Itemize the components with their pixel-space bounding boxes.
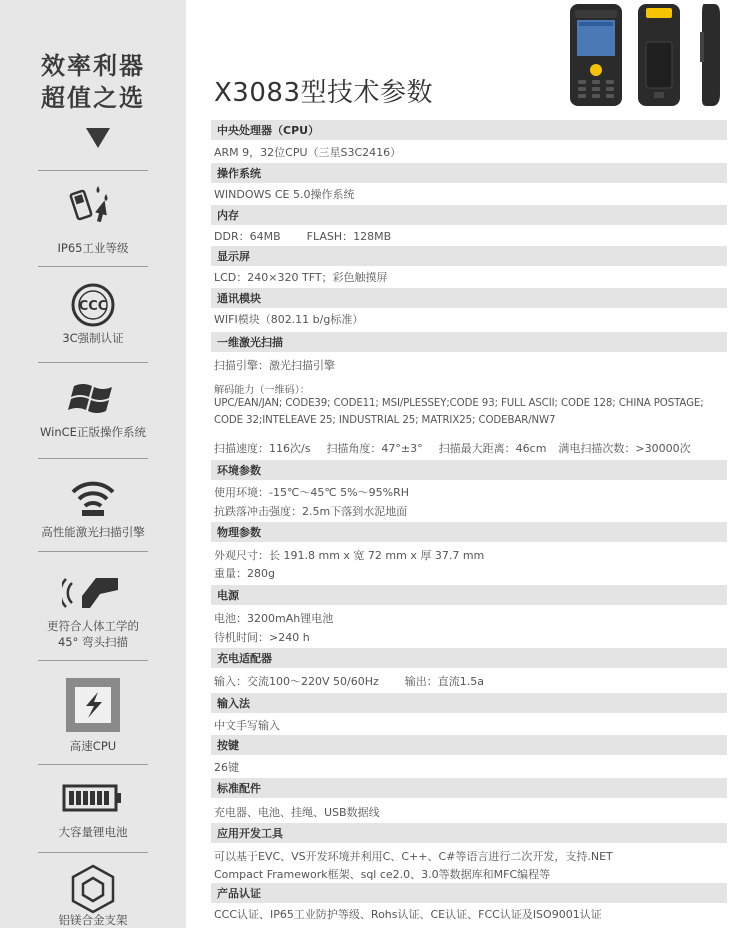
spec-standby: 待机时间：>240 h xyxy=(214,631,310,644)
divider xyxy=(38,551,148,552)
section-title: 按键 xyxy=(217,739,239,752)
hexagon-bracket-icon xyxy=(68,864,118,914)
device-front-image xyxy=(566,2,626,108)
section-title: 输入法 xyxy=(217,697,250,710)
spec-scan-metrics xyxy=(214,440,691,456)
spec-cpu: ARM 9，32位CPU（三星S3C2416） xyxy=(214,146,402,159)
spec-scan-count: 满电扫描次数：>30000次 xyxy=(558,442,691,455)
section-header-cert xyxy=(211,883,727,903)
spec-keys: 26键 xyxy=(214,761,239,774)
feature-label: 大容量锂电池 xyxy=(58,825,128,839)
spec-charger-output: 输出：直流1.5a xyxy=(404,675,484,688)
feature-label: IP65工业等级 xyxy=(57,241,129,255)
feature-sidebar xyxy=(0,0,186,928)
section-title: 内存 xyxy=(217,209,239,222)
spec-scan-angle: 扫描角度：47°±3° xyxy=(326,442,423,455)
section-header-accessories xyxy=(211,778,727,798)
spec-scan-distance: 扫描最大距离：46cm xyxy=(438,442,547,455)
divider xyxy=(38,764,148,765)
spec-comm: WIFI模块（802.11 b/g标准） xyxy=(214,313,364,326)
windows-logo-icon xyxy=(68,372,118,422)
spec-charger-input: 输入：交流100～220V 50/60Hz xyxy=(214,675,379,688)
spec-devtools-2: Compact Framework框架、sql ce2.0、3.0等数据库和MFC编程等 xyxy=(214,868,551,881)
feature-label: 3C强制认证 xyxy=(62,331,124,345)
feature-label: 高性能激光扫描引擎 xyxy=(41,525,145,539)
spec-os: WINDOWS CE 5.0操作系统 xyxy=(214,188,355,201)
spec-battery: 电池：3200mAh锂电池 xyxy=(214,612,334,625)
divider xyxy=(38,170,148,171)
spec-decode-line-2: CODE 32;INTELEAVE 25; INDUSTRIAL 25; MATRIX25; CODEBAR/NW7 xyxy=(214,415,556,426)
spec-accessories: 充电器、电池、挂绳、USB数据线 xyxy=(214,806,380,819)
spec-scan-engine: 扫描引擎：激光扫描引擎 xyxy=(214,359,335,372)
section-header-cpu xyxy=(211,120,727,140)
section-title: 应用开发工具 xyxy=(217,827,283,840)
laser-scan-icon xyxy=(68,470,118,520)
divider xyxy=(38,852,148,853)
page-title: X3083型技术参数 xyxy=(214,78,433,108)
section-header-memory xyxy=(211,205,727,225)
spec-ddr: DDR：64MB xyxy=(214,230,281,243)
section-header-scan xyxy=(211,332,727,352)
spec-input-method: 中文手写输入 xyxy=(214,719,280,732)
slogan-line-2: 超值之选 xyxy=(41,84,145,112)
section-header-env xyxy=(211,460,727,480)
down-arrow-icon xyxy=(86,128,110,148)
spec-scan-speed: 扫描速度：116次/s xyxy=(214,442,311,455)
feature-label: 高速CPU xyxy=(69,739,117,753)
spec-charger xyxy=(214,673,484,689)
spec-flash: FLASH：128MB xyxy=(306,230,392,243)
section-header-os xyxy=(211,163,727,183)
svg-text:CCC: CCC xyxy=(78,299,108,314)
section-title: 物理参数 xyxy=(217,526,261,539)
section-title: 操作系统 xyxy=(217,167,261,180)
section-header-power xyxy=(211,585,727,605)
spec-weight: 重量：280g xyxy=(214,567,275,580)
section-header-input-method xyxy=(211,693,727,713)
spec-memory xyxy=(214,228,391,244)
divider xyxy=(38,266,148,267)
device-back-image xyxy=(634,2,684,108)
feature-label: WinCE正版操作系统 xyxy=(40,425,146,439)
divider xyxy=(38,362,148,363)
divider xyxy=(38,660,148,661)
section-title: 一维激光扫描 xyxy=(217,336,283,349)
spec-env-1: 使用环境：-15℃～45℃ 5%～95%RH xyxy=(214,486,409,499)
battery-icon xyxy=(62,778,122,818)
section-title: 显示屏 xyxy=(217,250,250,263)
section-header-display xyxy=(211,246,727,266)
section-title: 通讯模块 xyxy=(217,292,261,305)
section-title: 产品认证 xyxy=(217,887,261,900)
rugged-phone-icon xyxy=(68,180,118,230)
spec-decode-title: 解码能力（一维码）： xyxy=(214,385,310,396)
divider xyxy=(38,458,148,459)
section-header-charger xyxy=(211,648,727,668)
feature-label: 铝镁合金支架 xyxy=(58,913,128,927)
section-header-keys xyxy=(211,735,727,755)
section-title: 充电适配器 xyxy=(217,652,272,665)
spec-decode-line-1: UPC/EAN/JAN; CODE39; CODE11; MSI/PLESSEY;CODE 93; FULL ASCII; CODE 128; CHINA POSTAGE; xyxy=(214,398,704,409)
angled-scanner-icon xyxy=(62,568,122,618)
spec-env-2: 抗跌落冲击强度：2.5m下落到水泥地面 xyxy=(214,505,408,518)
spec-display: LCD：240×320 TFT；彩色触摸屏 xyxy=(214,271,388,284)
section-header-physical xyxy=(211,522,727,542)
section-header-comm xyxy=(211,288,727,308)
slogan-line-1: 效率利器 xyxy=(41,52,145,80)
feature-label-line-2: 45° 弯头扫描 xyxy=(57,635,129,649)
device-side-image xyxy=(696,2,726,108)
spec-dimensions: 外观尺寸：长 191.8 mm x 宽 72 mm x 厚 37.7 mm xyxy=(214,549,485,562)
section-title: 中央处理器（CPU） xyxy=(217,124,320,137)
section-header-devtools xyxy=(211,823,727,843)
cpu-lightning-icon xyxy=(66,678,120,732)
section-title: 环境参数 xyxy=(217,464,261,477)
spec-cert: CCC认证、IP65工业防护等级、Rohs认证、CE认证、FCC认证及ISO9001认证 xyxy=(214,908,602,921)
feature-label-line-1: 更符合人体工学的 xyxy=(47,619,139,633)
spec-devtools-1: 可以基于EVC、VS开发环境并利用C、C++、C#等语言进行二次开发，支持.NET xyxy=(214,850,613,863)
section-title: 电源 xyxy=(217,589,239,602)
ccc-certification-icon xyxy=(68,280,118,330)
section-title: 标准配件 xyxy=(217,782,261,795)
